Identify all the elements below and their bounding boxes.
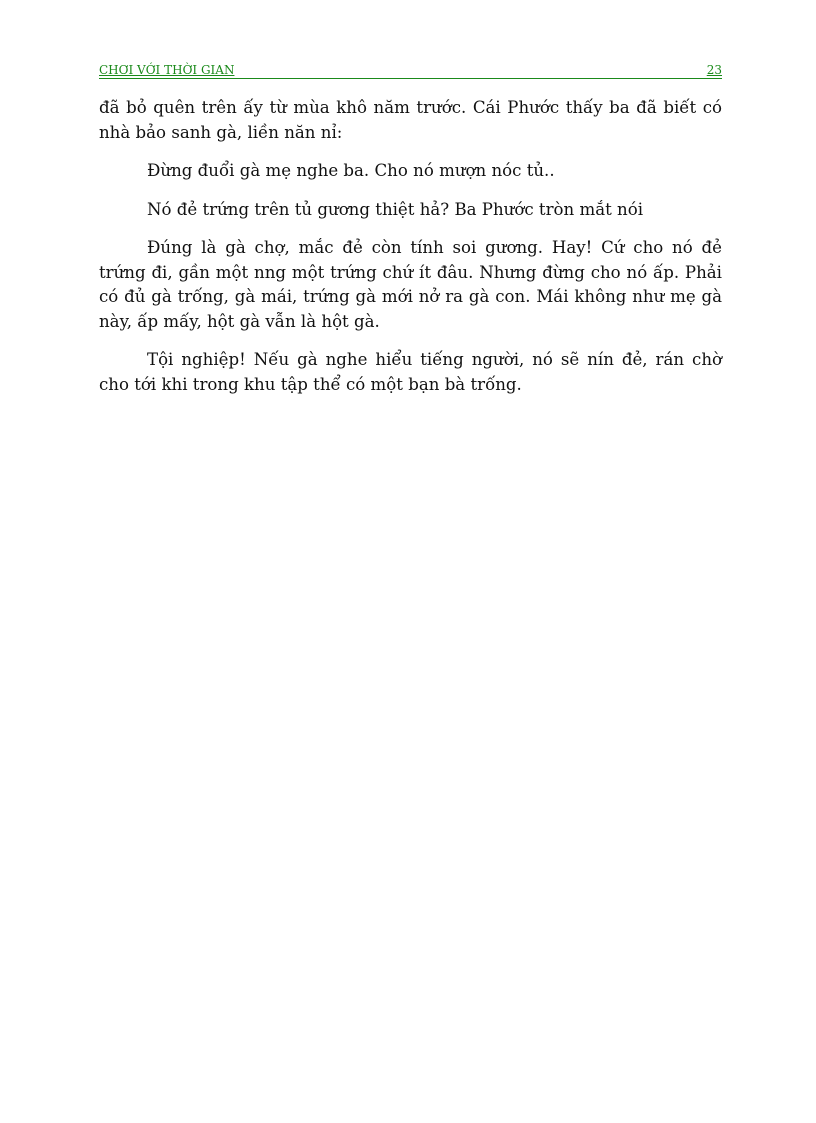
paragraph-dialogue: Đừng đuổi gà mẹ nghe ba. Cho nó mượn nóc tủ.. (147, 161, 555, 180)
paragraph: Đúng là gà chợ, mắc đẻ còn tính soi gương. Hay! Cứ cho nó đẻ trứng đi, gần một nng một trứng chứ ít đâu. Nhưng đừng cho nó ấp. Phải có đủ gà trống, gà mái, trứng gà mới nở ra gà con. Mái không như mẹ gà này, ấp mấy, hột gà vẫn là hột gà. (99, 238, 722, 331)
body-text (99, 96, 722, 411)
running-header (99, 62, 722, 79)
paragraph: Tội nghiệp! Nếu gà nghe hiểu tiếng người, nó sẽ nín đẻ, rán chờ cho tới khi trong khu tập thể có một bạn bà trống. (99, 350, 722, 394)
paragraph-dialogue: Nó đẻ trứng trên tủ gương thiệt hả? Ba Phước tròn mắt nói (147, 199, 644, 219)
paragraph-continuation: đã bỏ quên trên ấy từ mùa khô năm trước. Cái Phước thấy ba đã biết có nhà bảo sanh gà, liền năn nỉ: (99, 98, 722, 142)
page-number: 23 (706, 63, 722, 77)
running-header-title: CHƠI VỚI THỜI GIAN (99, 63, 235, 77)
